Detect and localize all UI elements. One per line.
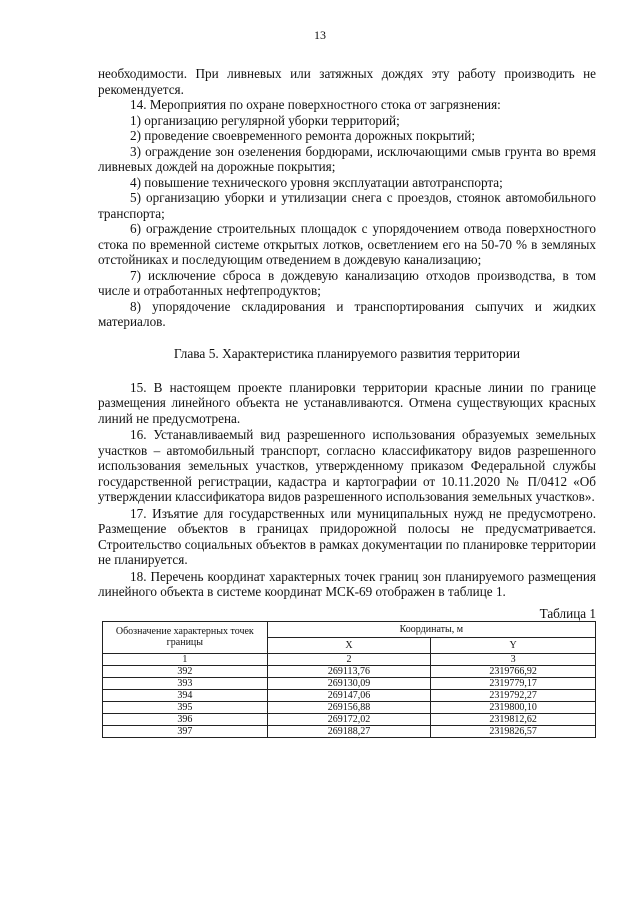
list-item-6: 6) ограждение строительных площадок с упорядочением отвода поверхностного стока по временной системе открытых лотков, осветлением его на 50-70 % в земляных отстойниках и последующим отведением в дождевую канализацию;: [98, 221, 596, 267]
list-item-4: 4) повышение технического уровня эксплуатации автотранспорта;: [130, 174, 503, 190]
point-id: 395: [103, 701, 268, 713]
list-item-8: 8) упорядочение складирования и транспортирования сыпучих и жидких материалов.: [98, 298, 596, 329]
header-y: Y: [431, 637, 596, 653]
coord-y: 2319792,27: [431, 689, 596, 701]
table-row: [103, 677, 596, 689]
coord-y: 2319800,10: [431, 701, 596, 713]
point-id: 392: [103, 665, 268, 677]
paragraph-continuation: необходимости. При ливневых или затяжных дождях эту работу производить не рекомендуется.: [98, 66, 596, 97]
table-caption: Таблица 1: [539, 605, 596, 621]
point-id: 396: [103, 713, 268, 725]
list-item-5: 5) организацию уборки и утилизации снега с проездов, стоянок автомобильного транспорта;: [98, 190, 596, 221]
page-number: 13: [314, 28, 326, 42]
coord-x: 269156,88: [267, 701, 431, 713]
point-id: 397: [103, 725, 268, 737]
list-item-2: 2) проведение своевременного ремонта дорожных покрытий;: [130, 128, 475, 143]
header-point: Обозначение характерных точек границы: [103, 621, 268, 653]
coord-y: 2319812,62: [431, 713, 596, 725]
column-number: 3: [431, 653, 596, 665]
column-number: 2: [267, 653, 431, 665]
document-body: [98, 66, 596, 738]
table-row: [103, 689, 596, 701]
table-row: [103, 713, 596, 725]
coord-x: 269113,76: [267, 665, 431, 677]
list-item-3: 3) ограждение зон озеленения бордюрами, исключающими смыв грунта во время ливневых дождей на дорожные покрытия;: [98, 143, 596, 174]
header-coordinates: Координаты, м: [267, 621, 595, 637]
coord-y: 2319779,17: [431, 677, 596, 689]
list-item-7: 7) исключение сброса в дождевую канализацию отходов производства, в том числе и отработанных нефтепродуктов;: [98, 267, 596, 298]
column-number: 1: [103, 653, 268, 665]
list-item-1: 1) организацию регулярной уборки территорий;: [130, 112, 400, 128]
coord-y: 2319826,57: [431, 725, 596, 737]
coordinates-table: [102, 621, 596, 738]
coord-x: 269188,27: [267, 725, 431, 737]
coord-x: 269172,02: [267, 713, 431, 725]
point-id: 393: [103, 677, 268, 689]
table-row: [103, 701, 596, 713]
coord-x: 269130,09: [267, 677, 431, 689]
paragraph-14: 14. Мероприятия по охране поверхностного стока от загрязнения:: [130, 97, 501, 112]
point-id: 394: [103, 689, 268, 701]
table-row: [103, 725, 596, 737]
paragraph-18: 18. Перечень координат характерных точек границ зон планируемого размещения линейного объекта в системе координат МСК-69 отображен в таблице 1.: [98, 568, 596, 599]
coord-x: 269147,06: [267, 689, 431, 701]
header-x: X: [267, 637, 431, 653]
paragraph-17: 17. Изъятие для государственных или муниципальных нужд не предусмотрено. Размещение объектов в границах придорожной полосы не предусматривается. Строительство социальных объектов в рамках документации по планировке территории не планируется.: [98, 505, 596, 567]
paragraph-15: 15. В настоящем проекте планировки территории красные линии по границе размещения линейного объекта не устанавливаются. Отмена существующих красных линий не предусмотрена.: [98, 379, 596, 426]
table-row: [103, 665, 596, 677]
paragraph-16: 16. Устанавливаемый вид разрешенного использования образуемых земельных участков – автомобильный транспорт, согласно классификатору видов разрешенного использования земельных участков, утвержденному приказом Федеральной службы государственной регистрации, кадастра и картографии от 10.11.2020 № П/0412 «Об утверждении классификатора видов разрешенного использования земельных участков».: [98, 427, 596, 504]
coord-y: 2319766,92: [431, 665, 596, 677]
chapter-heading: Глава 5. Характеристика планируемого развития территории: [173, 345, 521, 361]
